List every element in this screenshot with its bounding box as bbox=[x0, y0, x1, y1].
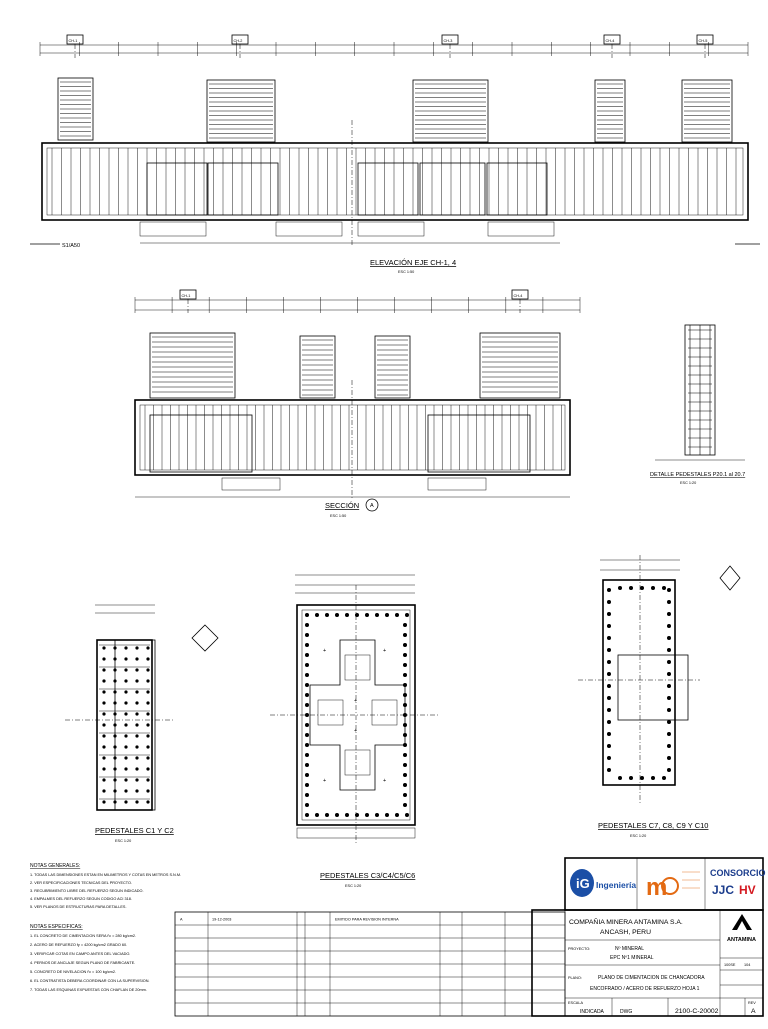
ped-c3-title: PEDESTALES C3/C4/C5/C6 bbox=[320, 871, 416, 880]
bolt-cross: + bbox=[383, 778, 387, 784]
rebar-dot bbox=[607, 756, 611, 760]
rebar-dot bbox=[146, 657, 149, 660]
rebar-dot bbox=[355, 613, 359, 617]
rebar-dot bbox=[607, 696, 611, 700]
rebar-dot bbox=[135, 690, 138, 693]
specific-note-line: 2. ACERO DE REFUERZO fy = 4200 kg/cm2 GRADO 60. bbox=[30, 943, 128, 947]
pedestal-c7c10-plan bbox=[578, 555, 740, 838]
general-notes-title: NOTAS GENERALES: bbox=[30, 863, 81, 869]
rebar-dot bbox=[667, 708, 671, 712]
right-code-2: 104 bbox=[744, 963, 751, 967]
rebar-dot bbox=[305, 773, 309, 777]
rebar-dot bbox=[146, 800, 149, 803]
rebar-dot bbox=[124, 679, 127, 682]
rebar-dot bbox=[124, 800, 127, 803]
rebar-dot bbox=[667, 672, 671, 676]
rev-label: REV bbox=[748, 1001, 756, 1005]
rebar-dot bbox=[667, 636, 671, 640]
section-axis-tag: CH-1 bbox=[181, 293, 191, 298]
ig-logo-text: Ingeniería bbox=[596, 880, 637, 890]
rebar-dot bbox=[335, 813, 339, 817]
rebar-dot bbox=[102, 690, 105, 693]
specific-note-line: 5. CONCRETO DE NIVELACION f'c = 100 kg/cm2. bbox=[30, 970, 117, 974]
rebar-dot bbox=[662, 586, 666, 590]
rebar-dot bbox=[124, 646, 127, 649]
rebar-dot bbox=[146, 756, 149, 759]
specific-note-line: 1. EL CONCRETO DE CIMENTACION SERA f'c = 280 kg/cm2. bbox=[30, 934, 137, 938]
rebar-dot bbox=[315, 613, 319, 617]
jjc-text: JJC bbox=[712, 883, 735, 897]
elevation-axis-tag: CH-1 bbox=[68, 38, 78, 43]
antamina-logo-text: ANTAMINA bbox=[727, 937, 756, 943]
rebar-dot bbox=[403, 783, 407, 787]
rebar-dot bbox=[305, 703, 309, 707]
svg-text:iG: iG bbox=[576, 876, 590, 891]
rebar-dot bbox=[403, 803, 407, 807]
general-note-line: 3. RECUBRIMIENTO LIBRE DEL REFUERZO SEGUN INDICADO. bbox=[30, 889, 144, 893]
revision-table bbox=[175, 912, 565, 1016]
rebar-dot bbox=[607, 600, 611, 604]
rebar-dot bbox=[607, 768, 611, 772]
rebar-dot bbox=[651, 776, 655, 780]
rebar-dot bbox=[325, 613, 329, 617]
rebar-dot bbox=[135, 756, 138, 759]
right-code-1: 100SE bbox=[724, 963, 736, 967]
rebar-dot bbox=[403, 733, 407, 737]
rebar-dot bbox=[113, 690, 116, 693]
general-note-line: 2. VER ESPECIFICACIONES TECNICAS DEL PROYECTO. bbox=[30, 881, 133, 885]
rebar-dot bbox=[102, 679, 105, 682]
rebar-dot bbox=[403, 743, 407, 747]
rebar-dot bbox=[607, 684, 611, 688]
rebar-dot bbox=[124, 701, 127, 704]
rebar-dot bbox=[102, 745, 105, 748]
pedestal-detail-view bbox=[650, 325, 745, 485]
rebar-dot bbox=[305, 623, 309, 627]
rebar-dot bbox=[124, 668, 127, 671]
specific-note-line: 6. EL CONTRATISTA DEBERA COORDINAR CON LA SUPERVISION. bbox=[30, 979, 150, 983]
bolt-cross: + bbox=[323, 648, 327, 654]
rebar-dot bbox=[607, 720, 611, 724]
rebar-dot bbox=[305, 733, 309, 737]
rebar-dot bbox=[315, 813, 319, 817]
rebar-dot bbox=[667, 660, 671, 664]
pedestal-c1c2-plan bbox=[65, 605, 218, 843]
plan-label: PLANO: bbox=[568, 976, 582, 980]
rebar-dot bbox=[335, 613, 339, 617]
elevation-axis-tag: CH-5 bbox=[698, 38, 708, 43]
rebar-dot bbox=[305, 643, 309, 647]
general-note-line: 1. TODAS LAS DIMENSIONES ESTAN EN MILIMETROS Y COTAS EN METROS S.N.M. bbox=[30, 873, 182, 877]
bolt-cross: + bbox=[354, 698, 358, 704]
rebar-dot bbox=[124, 734, 127, 737]
rebar-dot bbox=[113, 646, 116, 649]
rebar-dot bbox=[375, 813, 379, 817]
ped-c7-scale: ESC 1:20 bbox=[630, 834, 647, 838]
rebar-dot bbox=[403, 623, 407, 627]
rebar-dot bbox=[146, 690, 149, 693]
rebar-dot bbox=[385, 613, 389, 617]
elevation-axis-tag: CH-4 bbox=[605, 38, 615, 43]
rebar-dot bbox=[305, 803, 309, 807]
notes-area bbox=[30, 863, 181, 992]
rebar-dot bbox=[124, 778, 127, 781]
rebar-dot bbox=[640, 776, 644, 780]
consorcio-text: CONSORCIO bbox=[710, 868, 766, 878]
elevation-scale: ESC 1:50 bbox=[398, 270, 415, 274]
rebar-dot bbox=[305, 663, 309, 667]
rebar-dot bbox=[135, 734, 138, 737]
project-line-2: EPC Nº1 MINERAL bbox=[610, 955, 654, 961]
rebar-dot bbox=[135, 646, 138, 649]
rebar-dot bbox=[113, 679, 116, 682]
rebar-dot bbox=[662, 776, 666, 780]
rebar-dot bbox=[403, 753, 407, 757]
rebar-dot bbox=[305, 683, 309, 687]
section-scale: ESC 1:50 bbox=[330, 514, 347, 518]
section-axis-tag: CH-4 bbox=[513, 293, 523, 298]
hv-text: HV bbox=[739, 883, 756, 897]
rebar-dot bbox=[113, 668, 116, 671]
rebar-dot bbox=[667, 624, 671, 628]
rebar-dot bbox=[102, 646, 105, 649]
rebar-dot bbox=[365, 613, 369, 617]
rebar-dot bbox=[135, 679, 138, 682]
specific-notes-title: NOTAS ESPECIFICAS: bbox=[30, 924, 83, 930]
rebar-dot bbox=[667, 648, 671, 652]
rebar-dot bbox=[403, 773, 407, 777]
elevation-axis-tag: CH-2 bbox=[233, 38, 243, 43]
rebar-dot bbox=[135, 657, 138, 660]
rebar-dot bbox=[102, 701, 105, 704]
rebar-dot bbox=[403, 643, 407, 647]
rebar-dot bbox=[607, 708, 611, 712]
rebar-dot bbox=[667, 696, 671, 700]
rebar-dot bbox=[124, 789, 127, 792]
general-note-line: 4. EMPALMES DEL REFUERZO SEGUN CODIGO ACI 318. bbox=[30, 897, 132, 901]
rebar-dot bbox=[135, 767, 138, 770]
rebar-dot bbox=[607, 612, 611, 616]
rebar-dot bbox=[146, 734, 149, 737]
rebar-dot bbox=[102, 657, 105, 660]
rebar-dot bbox=[395, 813, 399, 817]
rebar-dot bbox=[667, 588, 671, 592]
rebar-dot bbox=[102, 756, 105, 759]
ped-c1c2-scale: ESC 1:20 bbox=[115, 839, 132, 843]
rebar-dot bbox=[355, 813, 359, 817]
section-view bbox=[135, 290, 580, 518]
scale-value: INDICADA bbox=[580, 1009, 604, 1015]
rebar-dot bbox=[102, 668, 105, 671]
bolt-cross: + bbox=[354, 728, 358, 734]
rebar-dot bbox=[640, 586, 644, 590]
rebar-dot bbox=[102, 789, 105, 792]
rebar-dot bbox=[607, 624, 611, 628]
rebar-dot bbox=[113, 756, 116, 759]
rebar-dot bbox=[113, 789, 116, 792]
rebar-dot bbox=[305, 813, 309, 817]
specific-note-line: 3. VERIFICAR COTAS EN CAMPO ANTES DEL VACIADO. bbox=[30, 952, 131, 956]
title-block bbox=[532, 910, 763, 1016]
rebar-dot bbox=[607, 660, 611, 664]
rebar-dot bbox=[618, 586, 622, 590]
rebar-dot bbox=[305, 723, 309, 727]
rebar-dot bbox=[607, 672, 611, 676]
rebar-dot bbox=[113, 701, 116, 704]
pedestal-c3c6-plan bbox=[270, 575, 440, 888]
rebar-dot bbox=[667, 732, 671, 736]
rebar-dot bbox=[405, 613, 409, 617]
rebar-dot bbox=[146, 646, 149, 649]
rebar-dot bbox=[146, 679, 149, 682]
rebar-dot bbox=[305, 743, 309, 747]
rebar-dot bbox=[607, 732, 611, 736]
rebar-dot bbox=[146, 778, 149, 781]
rebar-dot bbox=[305, 673, 309, 677]
rebar-dot bbox=[607, 636, 611, 640]
bolt-cross: + bbox=[383, 648, 387, 654]
rebar-dot bbox=[325, 813, 329, 817]
rebar-dot bbox=[113, 778, 116, 781]
rebar-dot bbox=[305, 753, 309, 757]
rebar-dot bbox=[113, 767, 116, 770]
rebar-dot bbox=[403, 683, 407, 687]
rebar-dot bbox=[403, 763, 407, 767]
company-name: COMPAÑIA MINERA ANTAMINA S.A. bbox=[569, 919, 683, 926]
rebar-dot bbox=[403, 663, 407, 667]
rebar-dot bbox=[403, 653, 407, 657]
ped-c3-scale: ESC 1:20 bbox=[345, 884, 362, 888]
section-marker: A bbox=[370, 503, 374, 509]
rebar-dot bbox=[146, 789, 149, 792]
rebar-dot bbox=[102, 778, 105, 781]
rebar-dot bbox=[124, 756, 127, 759]
rebar-dot bbox=[146, 723, 149, 726]
rebar-dot bbox=[629, 776, 633, 780]
rebar-dot bbox=[305, 693, 309, 697]
rebar-dot bbox=[113, 734, 116, 737]
plan-line-1: PLANO DE CIMENTACION DE CHANCADORA bbox=[598, 975, 705, 981]
rebar-dot bbox=[146, 668, 149, 671]
rebar-dot bbox=[146, 745, 149, 748]
rebar-dot bbox=[667, 600, 671, 604]
rebar-dot bbox=[607, 744, 611, 748]
rebar-dot bbox=[135, 778, 138, 781]
rebar-dot bbox=[403, 693, 407, 697]
rebar-dot bbox=[124, 745, 127, 748]
rebar-dot bbox=[403, 673, 407, 677]
pedestal-detail-title: DETALLE PEDESTALES P20.1 al 20.7 bbox=[650, 472, 746, 478]
specific-note-line: 4. PERNOS DE ANCLAJE SEGUN PLANO DE FABRICANTE. bbox=[30, 961, 136, 965]
rebar-dot bbox=[395, 613, 399, 617]
rebar-dot bbox=[135, 789, 138, 792]
rebar-dot bbox=[113, 745, 116, 748]
dwg-label: DWG bbox=[620, 1009, 633, 1015]
scale-label: ESCALA bbox=[568, 1001, 583, 1005]
rebar-dot bbox=[305, 763, 309, 767]
rebar-dot bbox=[365, 813, 369, 817]
rebar-dot bbox=[102, 712, 105, 715]
rebar-dot bbox=[403, 723, 407, 727]
revision-desc: EMITIDO PARA REVISION INTERNA bbox=[335, 917, 399, 922]
rebar-dot bbox=[135, 723, 138, 726]
rebar-dot bbox=[135, 745, 138, 748]
rebar-dot bbox=[607, 648, 611, 652]
rebar-dot bbox=[385, 813, 389, 817]
project-label: PROYECTO: bbox=[568, 947, 591, 951]
rebar-dot bbox=[667, 684, 671, 688]
rebar-dot bbox=[135, 800, 138, 803]
rebar-dot bbox=[651, 586, 655, 590]
rebar-dot bbox=[113, 657, 116, 660]
pedestal-detail-scale: ESC 1:20 bbox=[680, 481, 697, 485]
rebar-dot bbox=[403, 793, 407, 797]
rebar-dot bbox=[667, 744, 671, 748]
rebar-dot bbox=[405, 813, 409, 817]
elevation-axis-tag: CH-3 bbox=[443, 38, 453, 43]
section-title: SECCIÓN bbox=[325, 501, 360, 510]
rebar-dot bbox=[146, 767, 149, 770]
project-line-1: Nº MINERAL bbox=[615, 946, 645, 952]
rebar-dot bbox=[345, 813, 349, 817]
rebar-dot bbox=[135, 712, 138, 715]
elevation-side-note: S1/A50 bbox=[62, 243, 81, 249]
rebar-dot bbox=[146, 712, 149, 715]
rebar-dot bbox=[102, 723, 105, 726]
rebar-dot bbox=[113, 800, 116, 803]
rebar-dot bbox=[667, 612, 671, 616]
rebar-dot bbox=[667, 720, 671, 724]
dwg-number: 2100-C-20002 bbox=[675, 1008, 719, 1015]
rebar-dot bbox=[667, 768, 671, 772]
specific-note-line: 7. TODAS LAS ESQUINAS EXPUESTAS CON CHAFLAN DE 20mm. bbox=[30, 988, 147, 992]
plan-line-2: ENCOFRADO / ACERO DE REFUERZO HOJA 1 bbox=[590, 986, 700, 992]
revision-rev: A bbox=[180, 917, 183, 922]
rebar-dot bbox=[305, 613, 309, 617]
rebar-dot bbox=[305, 793, 309, 797]
rebar-dot bbox=[102, 767, 105, 770]
rebar-dot bbox=[102, 734, 105, 737]
rebar-dot bbox=[102, 800, 105, 803]
rebar-dot bbox=[124, 690, 127, 693]
elevation-view bbox=[30, 35, 760, 274]
rebar-dot bbox=[146, 701, 149, 704]
mc-logo: m bbox=[646, 874, 668, 901]
company-location: ANCASH, PERU bbox=[600, 929, 651, 936]
rebar-dot bbox=[135, 701, 138, 704]
rebar-dot bbox=[629, 586, 633, 590]
rebar-dot bbox=[305, 633, 309, 637]
revision-date: 19-12-2003 bbox=[212, 917, 232, 922]
rebar-dot bbox=[124, 657, 127, 660]
rebar-dot bbox=[113, 712, 116, 715]
rebar-dot bbox=[113, 723, 116, 726]
rebar-dot bbox=[124, 723, 127, 726]
rev-value: A bbox=[751, 1008, 756, 1015]
rebar-dot bbox=[345, 613, 349, 617]
ped-c1c2-title: PEDESTALES C1 Y C2 bbox=[95, 826, 174, 835]
bolt-cross: + bbox=[323, 778, 327, 784]
rebar-dot bbox=[135, 668, 138, 671]
logo-strip bbox=[565, 858, 766, 910]
rebar-dot bbox=[667, 756, 671, 760]
rebar-dot bbox=[305, 783, 309, 787]
rebar-dot bbox=[375, 613, 379, 617]
rebar-dot bbox=[403, 703, 407, 707]
rebar-dot bbox=[305, 653, 309, 657]
ped-c7-title: PEDESTALES C7, C8, C9 Y C10 bbox=[598, 821, 709, 830]
rebar-dot bbox=[403, 633, 407, 637]
rebar-dot bbox=[124, 712, 127, 715]
rebar-dot bbox=[124, 767, 127, 770]
elevation-title: ELEVACIÓN EJE CH-1, 4 bbox=[370, 258, 457, 267]
rebar-dot bbox=[607, 588, 611, 592]
rebar-dot bbox=[618, 776, 622, 780]
general-note-line: 5. VER PLANOS DE ESTRUCTURAS PARA DETALLES. bbox=[30, 905, 127, 909]
